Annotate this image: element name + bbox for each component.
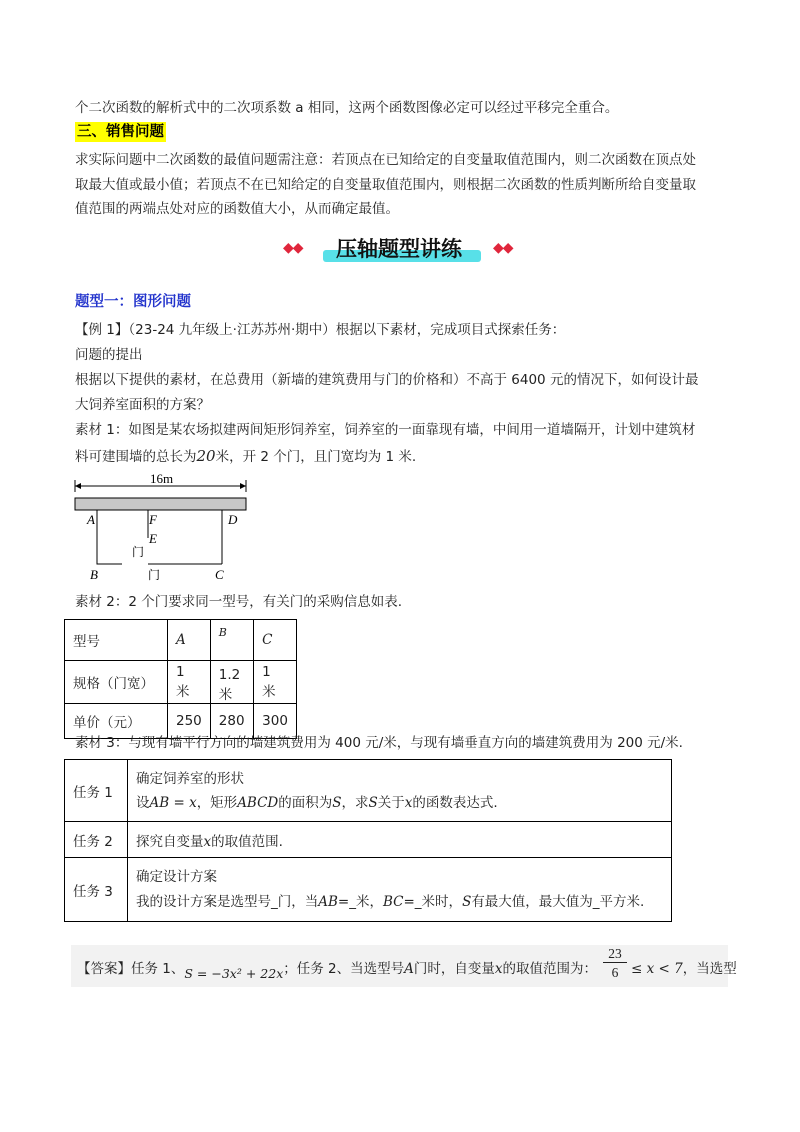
material3-line: 素材 3：与现有墙平行方向的墙建筑费用为 400 元/米，与现有墙垂直方向的墙建筑费用为 200 元/米. — [75, 735, 683, 751]
table-cell: 280 — [210, 704, 253, 739]
task-name: 任务 2 — [65, 822, 128, 858]
table-cell: 单价（元） — [65, 704, 168, 739]
table-cell: 1.2 米 — [210, 661, 253, 704]
table-cell: 规格（门宽） — [65, 661, 168, 704]
point-C: C — [215, 567, 224, 582]
example-header — [75, 320, 565, 340]
banner-title: 压轴题型讲练 — [336, 237, 462, 261]
section-heading-sales: 三、销售问题 — [77, 124, 164, 140]
example-source: （23-24 九年级上·江苏苏州·期中）根据以下素材，完成项目式探索任务： — [128, 322, 566, 338]
task-content — [128, 760, 672, 822]
task-name: 任务 1 — [65, 760, 128, 822]
point-E: E — [149, 531, 157, 546]
material1-text: 料可建围墙的总长为 — [75, 449, 197, 465]
dimension-arrow-right — [240, 483, 246, 489]
table-row — [65, 858, 672, 922]
fence-length: 20 — [196, 447, 216, 465]
diamond-right-icon: ◆◆ — [493, 240, 513, 256]
table-cell: 300 — [254, 704, 297, 739]
answer-fraction — [603, 945, 627, 982]
table-cell: C — [254, 620, 297, 661]
section-banner — [283, 232, 517, 266]
diamond-left-icon: ◆◆ — [283, 240, 303, 256]
point-B: B — [90, 567, 98, 582]
existing-wall — [75, 498, 246, 510]
task-content — [128, 858, 672, 922]
table-cell: 250 — [168, 704, 211, 739]
section3-line2: 取最大值或最小值；若顶点不在已知给定的自变量取值范围内，则根据二次函数的性质判断所给自变量取 — [75, 177, 696, 193]
answer-formula: S = −3x² + 22x — [184, 966, 284, 981]
answer-box — [71, 945, 737, 987]
door-label-middle: 门 — [132, 545, 145, 559]
farm-diagram — [70, 472, 260, 587]
table-cell: 1 米 — [254, 661, 297, 704]
table-row — [65, 760, 672, 822]
door-spec-table — [64, 619, 297, 739]
task-body: 探究自变量x的取值范围. — [128, 822, 672, 858]
material1-line2 — [75, 446, 416, 467]
section3-line3: 值范围的两端点处对应的函数值大小，从而确定最值。 — [75, 201, 399, 217]
answer-inequality: ≤ x < 7 — [631, 961, 683, 977]
question-title: 问题的提出 — [75, 347, 143, 363]
door-label-front: 门 — [148, 568, 161, 582]
example-label: 【例 1】 — [75, 322, 129, 338]
table-row — [65, 620, 297, 661]
point-A: A — [87, 512, 95, 527]
table-cell: B — [210, 620, 253, 661]
material1-text-end: 米，开 2 个门，且门宽均为 1 米. — [215, 449, 417, 465]
material1-line1: 素材 1：如图是某农场拟建两间矩形饲养室，饲养室的一面靠现有墙，中间用一道墙隔开，计划中建筑材 — [75, 422, 696, 438]
table-row — [65, 822, 672, 858]
answer-tail: ≤ x < 7，当选型 — [631, 961, 737, 977]
section3-line1: 求实际问题中二次函数的最值问题需注意：若顶点在已知给定的自变量取值范围内，则二次函数在顶点处 — [75, 152, 696, 168]
fraction-numerator: 23 — [603, 945, 627, 963]
type-heading: 题型一：图形问题 — [75, 294, 191, 310]
point-F: F — [149, 512, 157, 527]
dimension-arrow-left — [75, 483, 81, 489]
table-row — [65, 661, 297, 704]
point-D: D — [228, 512, 238, 527]
wall-length-label: 16m — [150, 472, 174, 486]
table-cell: 1 米 — [168, 661, 211, 704]
task-body: 我的设计方案是选型号_门，当AB=_米，BC=_米时，S有最大值，最大值为_平方米. — [136, 893, 645, 910]
intro-line: 个二次函数的解析式中的二次项系数 a 相同，这两个函数图像必定可以经过平移完全重合。 — [75, 100, 619, 116]
question-line1: 根据以下提供的素材，在总费用（新墙的建筑费用与门的价格和）不高于 6400 元的情况下，如何设计最 — [75, 372, 699, 388]
task-title: 确定设计方案 — [136, 868, 217, 885]
left-outer-wall — [97, 510, 122, 564]
task-title: 确定饲养室的形状 — [136, 770, 244, 787]
task-name: 任务 3 — [65, 858, 128, 922]
fraction-denominator: 6 — [611, 965, 619, 980]
task-table — [64, 759, 672, 922]
table-cell: 型号 — [65, 620, 168, 661]
material2-line: 素材 2：2 个门要求同一型号，有关门的采购信息如表. — [75, 594, 403, 610]
question-line2: 大饲养室面积的方案？ — [75, 397, 210, 413]
answer-label: 【答案】 — [77, 961, 131, 977]
table-cell: A — [168, 620, 211, 661]
task-body: 设AB = x，矩形ABCD的面积为S，求S关于x的函数表达式. — [136, 794, 498, 811]
answer-text: 【答案】任务 1、S = −3x² + 22x；任务 2、当选型号A门时，自变量x的取值范围为： — [77, 961, 598, 981]
